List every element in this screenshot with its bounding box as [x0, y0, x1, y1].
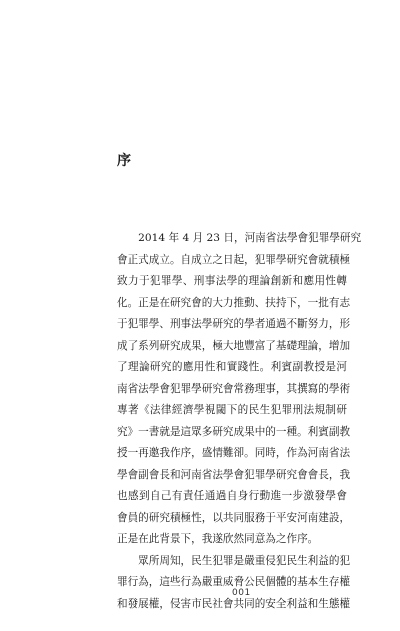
section-heading: 序	[117, 153, 131, 169]
text-line: 了理論研究的應用性和實踐性。利賓副教授是河	[117, 361, 347, 373]
text-line: 會員的研究積極性，以共同服務于平安河南建設，	[117, 511, 351, 524]
text-line: 究》一書就是這眾多研究成果中的一種。利賓副教	[117, 425, 351, 438]
text-line: 正是在此背景下，我遂欣然同意為之作序。	[117, 533, 319, 545]
text-line: 化。正是在研究會的大力推動、扶持下，一批有志	[117, 296, 351, 309]
text-line: 罪行為，這些行為嚴重威脅公民個體的基本生存權	[117, 576, 351, 588]
text-line: 授一再邀我作序，盛情難卻。同時，作為河南省法	[117, 447, 351, 459]
text-line: 會正式成立。自成立之日起，犯罪學研究會就積極	[117, 253, 351, 266]
text-line: 2014 年 4 月 23 日，河南省法學會犯罪學研究	[117, 232, 362, 244]
text-line: 于犯罪學、刑事法學研究的學者通過不斷努力，形	[117, 318, 351, 330]
text-line: 致力于犯罪學、刑事法學的理論創新和應用性轉	[117, 275, 347, 287]
text-line: 南省法學會犯罪學研究會常務理事，其撰寫的學術	[117, 382, 351, 395]
text-line: 成了系列研究成果，極大地豐富了基礎理論，增加	[117, 339, 351, 352]
body-text	[117, 228, 362, 615]
page-number: 001	[232, 588, 251, 598]
text-line: 和發展權，侵害市民社會共同的安全利益和生態權	[117, 597, 351, 610]
text-line: 眾所周知，民生犯罪是嚴重侵犯民生利益的犯	[117, 554, 351, 567]
text-line: 學會副會長和河南省法學會犯罪學研究會會長，我	[117, 468, 351, 481]
text-line: 專著《法律經濟學視閾下的民生犯罪刑法規制研	[117, 404, 347, 416]
text-line: 也感到自己有責任通過自身行動進一步激發學會	[117, 490, 347, 502]
